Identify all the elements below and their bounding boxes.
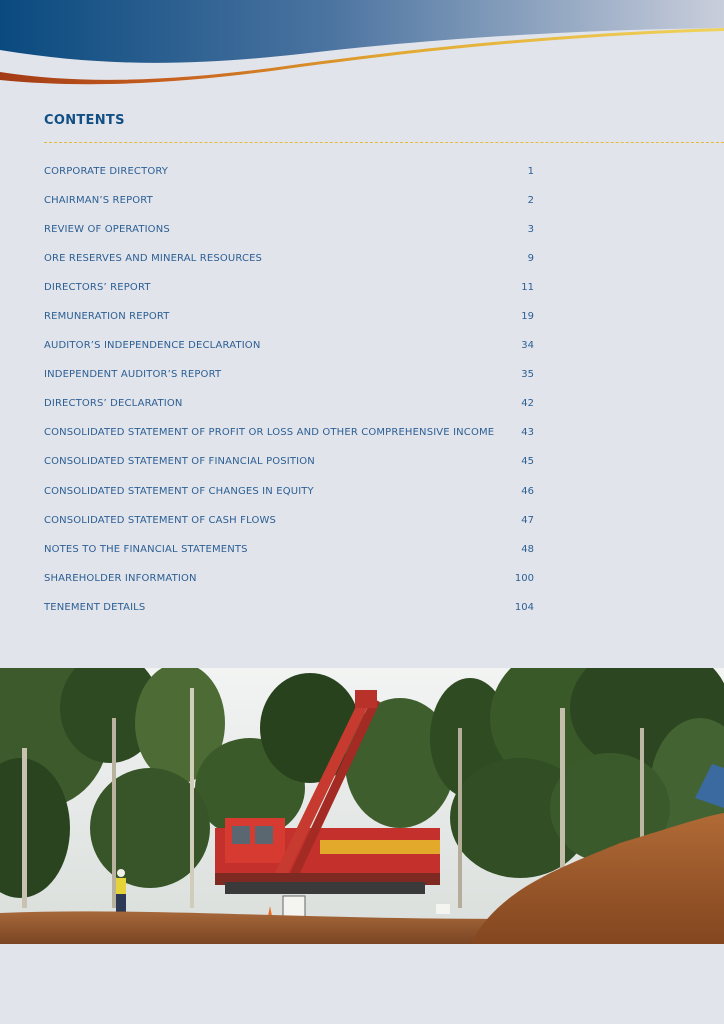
toc-entry-title: REMUNERATION REPORT — [44, 311, 170, 323]
toc-entry-title: TENEMENT DETAILS — [44, 601, 146, 613]
toc-entry-title: SHAREHOLDER INFORMATION — [44, 572, 197, 584]
toc-entry-title: REVIEW OF OPERATIONS — [44, 223, 170, 235]
toc-entry[interactable] — [44, 332, 534, 361]
toc-entry-title: CONSOLIDATED STATEMENT OF FINANCIAL POSITION — [44, 456, 315, 468]
toc-entry[interactable] — [44, 244, 534, 273]
toc-entry-title: CONSOLIDATED STATEMENT OF CASH FLOWS — [44, 514, 276, 526]
toc-entry-page: 43 — [521, 427, 534, 439]
toc-entry-page: 9 — [527, 252, 534, 264]
toc-entry[interactable] — [44, 361, 534, 390]
toc-entry-page: 3 — [527, 223, 534, 235]
toc-entry[interactable] — [44, 535, 534, 564]
toc-entry[interactable] — [44, 419, 534, 448]
toc-entry-title: CORPORATE DIRECTORY — [44, 165, 169, 177]
toc-entry[interactable] — [44, 390, 534, 419]
toc-entry[interactable] — [44, 186, 534, 215]
toc-entry-page: 46 — [521, 485, 534, 497]
toc-entry-page: 2 — [527, 194, 534, 206]
toc-entry-page: 104 — [514, 601, 534, 613]
toc-entry-title: CONSOLIDATED STATEMENT OF PROFIT OR LOSS AND OTHER COMPREHENSIVE INCOME — [44, 427, 495, 439]
toc-entry-title: AUDITOR’S INDEPENDENCE DECLARATION — [44, 340, 261, 352]
toc-entry-page: 1 — [527, 165, 534, 177]
contents-heading: CONTENTS — [44, 113, 125, 128]
toc-entry-page: 100 — [514, 572, 534, 584]
toc-entry-title: DIRECTORS’ REPORT — [44, 281, 151, 293]
toc-entry-page: 42 — [521, 398, 534, 410]
toc-entry-title: CONSOLIDATED STATEMENT OF CHANGES IN EQUITY — [44, 485, 314, 497]
toc-entry-page: 48 — [521, 543, 534, 555]
table-of-contents — [44, 157, 534, 623]
toc-entry-title: INDEPENDENT AUDITOR’S REPORT — [44, 369, 222, 381]
toc-entry[interactable] — [44, 215, 534, 244]
toc-entry-page: 45 — [521, 456, 534, 468]
toc-entry-title: NOTES TO THE FINANCIAL STATEMENTS — [44, 543, 248, 555]
toc-entry[interactable] — [44, 273, 534, 302]
toc-entry-page: 34 — [521, 340, 534, 352]
toc-entry-page: 11 — [521, 281, 534, 293]
toc-entry[interactable] — [44, 593, 534, 622]
toc-entry[interactable] — [44, 506, 534, 535]
toc-entry[interactable] — [44, 564, 534, 593]
toc-entry-title: DIRECTORS’ DECLARATION — [44, 398, 183, 410]
toc-entry[interactable] — [44, 302, 534, 331]
header-wave-band — [0, 0, 724, 90]
toc-entry[interactable] — [44, 477, 534, 506]
toc-entry[interactable] — [44, 157, 534, 186]
toc-entry-page: 47 — [521, 514, 534, 526]
toc-entry-page: 19 — [521, 311, 534, 323]
toc-entry-title: ORE RESERVES AND MINERAL RESOURCES — [44, 252, 263, 264]
toc-entry-title: CHAIRMAN’S REPORT — [44, 194, 153, 206]
drilling-rig-forest-photo — [0, 668, 724, 944]
dashed-divider — [44, 142, 724, 143]
toc-entry[interactable] — [44, 448, 534, 477]
toc-entry-page: 35 — [521, 369, 534, 381]
